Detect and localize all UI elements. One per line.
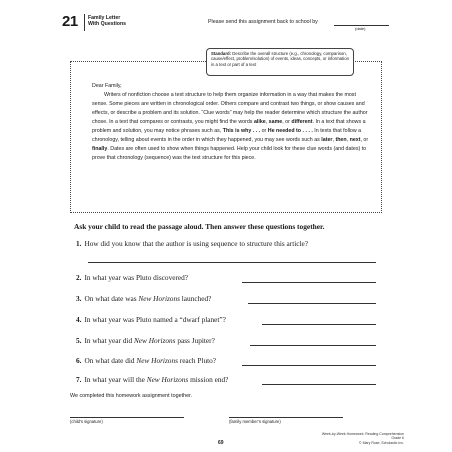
questions-instructions: Ask your child to read the passage aloud. Then answer these questions together. <box>74 222 325 231</box>
standard-label: Standard: <box>211 51 232 56</box>
question-number: 4. <box>76 315 82 324</box>
letter-text: , or <box>360 137 369 144</box>
question-number: 5. <box>76 336 82 345</box>
question-text: In what year did <box>84 336 134 345</box>
question-text: In what year was Pluto discovered? <box>84 273 189 282</box>
question-number: 2. <box>76 273 82 282</box>
spacecraft-name: New Horizons <box>136 356 178 365</box>
letter-text: , <box>332 137 336 144</box>
letter-text: or <box>260 128 268 135</box>
keyword: same <box>268 119 283 126</box>
question-number: 6. <box>76 356 82 365</box>
question-number: 1. <box>76 239 82 248</box>
question-text: In what year was Pluto named a “dwarf planet”? <box>84 315 226 324</box>
standard-text: Describe the overall structure (e.g., chronology, comparison, cause/effect, problem/solution) of events, ideas, concepts, or information in a text or part of a text <box>211 51 349 67</box>
lesson-number: 21 <box>62 13 78 30</box>
answer-line-4[interactable] <box>262 324 376 325</box>
credit-line: © Mary Rose, Scholastic Inc. <box>359 440 404 445</box>
send-back-instruction: Please send this assignment back to school by <box>208 19 318 25</box>
question-5 <box>76 336 215 345</box>
question-text: mission end? <box>188 375 229 384</box>
family-signature-line[interactable] <box>229 417 343 418</box>
question-text: pass Jupiter? <box>175 336 215 345</box>
letter-text: , or <box>282 119 292 126</box>
keyword: finally <box>92 146 108 153</box>
answer-line-7[interactable] <box>262 384 376 385</box>
question-text: On what date was <box>84 294 139 303</box>
spacecraft-name: New Horizons <box>138 294 180 303</box>
keyword: next <box>349 137 361 144</box>
question-3 <box>76 294 211 303</box>
letter-greeting: Dear Family, <box>92 83 122 89</box>
question-text: launched? <box>179 294 212 303</box>
question-number: 3. <box>76 294 82 303</box>
letter-text: In texts that follow a chronology, telling about events in the order in which they happened, you may see words such as <box>92 128 362 144</box>
answer-line-6[interactable] <box>242 365 376 366</box>
letter-text: . In a text that shows a problem and solution, you may notice phrases such as, <box>92 119 366 135</box>
child-signature-line[interactable] <box>70 417 184 418</box>
answer-line-3[interactable] <box>248 303 376 304</box>
answer-line-5[interactable] <box>250 345 376 346</box>
completion-statement: We completed this homework assignment together. <box>70 393 193 399</box>
family-letter <box>92 82 372 163</box>
letter-text: . Dates are often used to show when things happened. Help your child look for these clue words (and dates) to prove that chronology (sequence) was the text structure for this piece. <box>92 146 367 162</box>
due-date-label: (date) <box>355 26 366 31</box>
keyword: different <box>291 119 313 126</box>
question-text: How did you know that the author is using sequence to structure this article? <box>84 239 309 248</box>
child-signature-label: (child’s signature) <box>70 419 103 424</box>
letter-body <box>92 91 372 163</box>
question-4 <box>76 315 226 324</box>
header-divider <box>84 14 85 31</box>
question-7 <box>76 375 228 384</box>
keyword: This is why . . . <box>222 128 261 135</box>
letter-text: , <box>265 119 269 126</box>
lesson-title <box>88 15 126 28</box>
keyword: alike <box>253 119 266 126</box>
keyword: later <box>321 137 333 144</box>
question-text: In what year will the <box>84 375 147 384</box>
family-signature-label: (family member’s signature) <box>229 419 281 424</box>
standard-box <box>206 48 354 76</box>
spacecraft-name: New Horizons <box>146 375 189 384</box>
answer-line-1[interactable] <box>88 262 376 263</box>
letter-text: , <box>346 137 350 144</box>
answer-line-2[interactable] <box>242 282 376 283</box>
spacecraft-name: New Horizons <box>133 336 176 345</box>
keyword: then <box>335 137 347 144</box>
credit-line: Week-by-Week Homework: Reading Comprehension Grade 6 <box>321 432 404 441</box>
keyword: He needed to . . . . <box>267 128 313 135</box>
question-6 <box>76 356 216 365</box>
lesson-title-line1: Family Letter <box>88 15 121 21</box>
question-text: reach Pluto? <box>177 356 217 365</box>
lesson-title-line2: With Questions <box>88 21 126 28</box>
letter-text: Writers of nonfiction choose a text structure to help them organize information in a way that makes the most sense. Some pieces are written in chronological order. Others compare and contrast two things, or show causes and effects, or describe a problem and its solution. “Clue words” may help the reader determine which structure the author chose. In a text that compares or contrasts, you might find the words <box>92 92 368 126</box>
question-1 <box>76 239 308 248</box>
page-number: 69 <box>218 440 224 446</box>
question-number: 7. <box>76 375 82 384</box>
question-text: On what date did <box>84 356 137 365</box>
publisher-credit <box>316 432 404 445</box>
question-2 <box>76 273 188 282</box>
